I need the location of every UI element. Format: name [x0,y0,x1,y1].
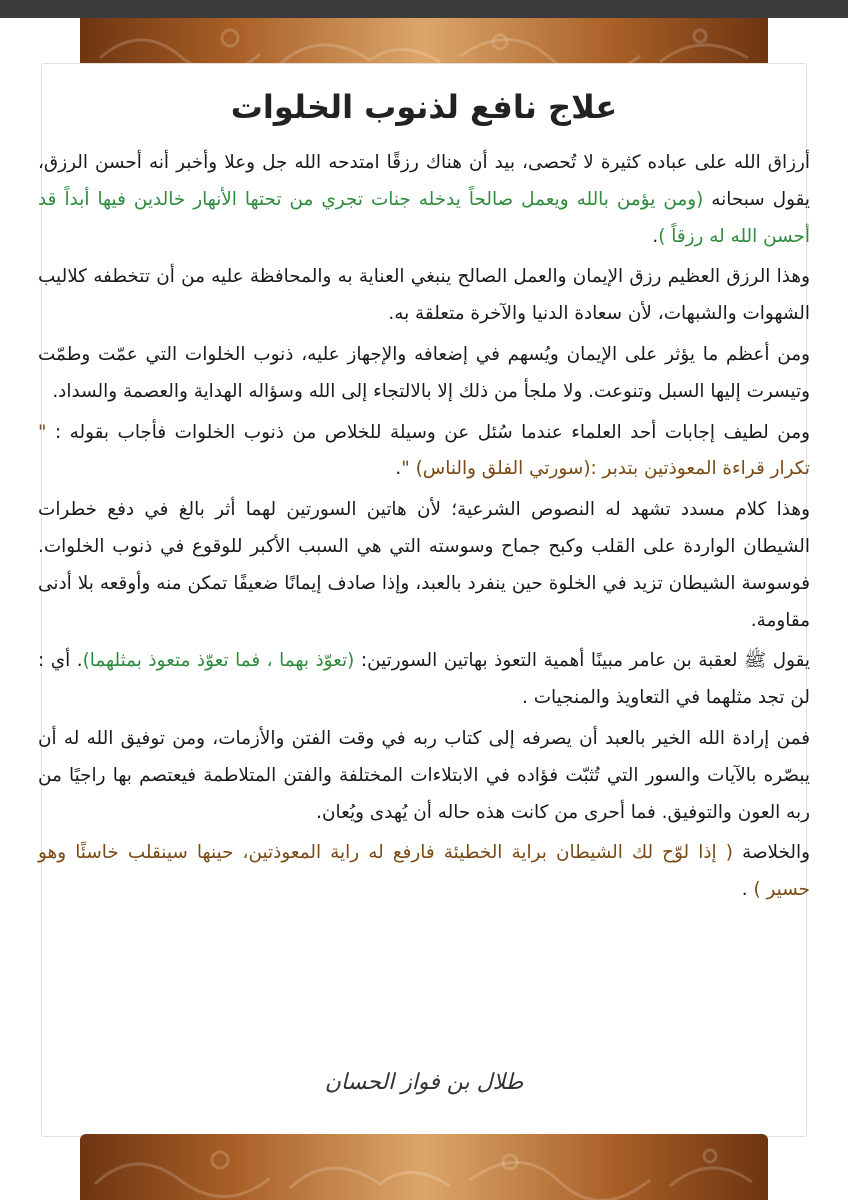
bottom-decorative-banner [80,1134,768,1200]
paragraph-2: وهذا الرزق العظيم رزق الإيمان والعمل الصالح ينبغي العناية به والمحافظة عليه من أن تتخطفه كلاليب الشهوات والشبهات، لأن سعادة الدنيا والآخرة متعلقة به. [38,266,810,325]
top-bar [0,0,848,18]
article-body [38,145,810,913]
conclusion-quote: ( إذا لوّح لك الشيطان براية الخطيئة فارفع له راية المعوذتين، حينها سينقلب خاسئًا وهو حسير ) [38,842,810,901]
paragraph-4: ومن لطيف إجابات أحد العلماء عندما سُئل عن وسيلة للخلاص من ذنوب الخلوات فأجاب بقوله : " تكرار قراءة المعوذتين بتدبر :(سورتي الفلق والناس) ". [38,421,810,480]
hadith-quote: (تعوّذ بهما ، فما تعوّذ متعوذ بمثلهما) [82,650,355,672]
paragraph-5: وهذا كلام مسدد تشهد له النصوص الشرعية؛ لأن هاتين السورتين لهما أثر بالغ في دفع خطرات الشيطان الواردة على القلب وكبح جماح وسوسته التي هي السبب الأكبر للوقوع في ذنوب الخلوات. فوسوسة الشيطان تزيد في الخلوة حين ينفرد بالعبد، وإذا صادف إيمانًا ضعيفًا تمكن منه وأوقعه بلا أدنى مقاومة. [38,499,810,631]
quran-quote: (ومن يؤمن بالله ويعمل صالحاً يدخله جنات تجري من تحتها الأنهار خالدين فيها أبداً قد أحسن الله له رزقاً ) [38,188,810,247]
author-signature: طلال بن فواز الحسان [324,1070,524,1095]
paragraph-7: فمن إرادة الله الخير بالعبد أن يصرفه إلى كتاب ربه في وقت الفتن والأزمات، ومن توفيق الله له أن يبصّره بالآيات والسور التي تُثبّت فؤاده في الابتلاءات المختلفة والفتن المتلاطمة فيعتصم بها راجيًا من ربه العون والتوفيق. فما أحرى من كانت هذه حاله أن يُهدى ويُعان. [38,727,810,823]
paragraph-3: ومن أعظم ما يؤثر على الإيمان ويُسهم في إضعافه والإجهاز عليه، ذنوب الخلوات التي عمّت وطمّت وتيسرت إليها السبل وتنوعت. ولا ملجأ من ذلك إلا بالالتجاء إلى الله وسؤاله الهداية والعصمة والسداد. [38,343,810,402]
calligraphy-pattern [80,1134,768,1200]
scholar-quote: " تكرار قراءة المعوذتين بتدبر :(سورتي الفلق والناس) " [38,421,810,480]
page-title: علاج نافع لذنوب الخلوات [230,88,618,126]
paragraph-1: أرزاق الله على عباده كثيرة لا تُحصى، بيد أن هناك رزقًا امتدحه الله جل وعلا وأخبر أنه أحسن الرزق، يقول سبحانه (ومن يؤمن بالله ويعمل صالحاً يدخله جنات تجري من تحتها الأنهار خالدين فيها أبداً قد أحسن الله له رزقاً ). [38,152,810,247]
paragraph-8: والخلاصة ( إذا لوّح لك الشيطان براية الخطيئة فارفع له راية المعوذتين، حينها سينقلب خاسئًا وهو حسير ) . [38,842,810,901]
paragraph-6: يقول ﷺ لعقبة بن عامر مبينًا أهمية التعوذ بهاتين السورتين: (تعوّذ بهما ، فما تعوّذ متعوذ بمثلهما). أي : لن تجد مثلهما في التعاويذ والمنجيات . [38,650,810,709]
